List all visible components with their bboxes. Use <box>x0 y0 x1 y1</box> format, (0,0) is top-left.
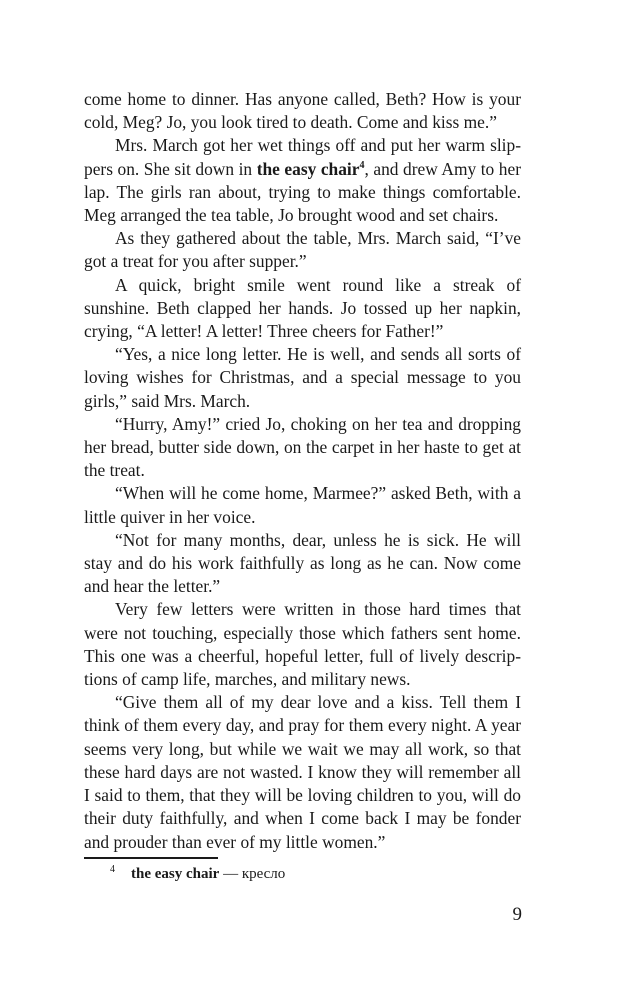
footnote-translation: кресло <box>241 866 286 882</box>
paragraph-5: “Yes, a nice long letter. He is well, and sends all sorts of loving wishes for Christmas, and a special message to you girls,” said Mrs. March. <box>84 344 521 411</box>
paragraph-1: come home to dinner. Has anyone called, Beth? How is your cold, Meg? Jo, you look tired to death. Come and kiss me.” <box>84 89 521 133</box>
page-number: 9 <box>512 904 522 925</box>
paragraph-4: A quick, bright smile went round like a streak of sunshine. Beth clapped her hands. Jo tossed up her napkin, crying, “A letter! A letter! Three cheers for Father!” <box>84 274 521 342</box>
footnote-dash: — <box>223 866 239 882</box>
footnote-number: 4 <box>110 864 115 875</box>
paragraph-2 <box>84 134 521 227</box>
paragraph-3: As they gathered about the table, Mrs. March said, “I’ve got a treat for you after supper.” <box>84 228 521 272</box>
paragraph-8: “Not for many months, dear, unless he is sick. He will stay and do his work faithfully as long as he can. Now come and hear the letter.” <box>84 529 521 597</box>
paragraph-10: “Give them all of my dear love and a kiss. Tell them I think of them every day, and pray for them every night. A year seems very long, but while we wait we may all work, so that these hard days are not wasted. I know they will remember all I said to them, that they will be loving children to you, will do their duty faithfully, and when I come back I may be fonder and prouder than ever of my little women.” <box>84 692 521 852</box>
page-body <box>84 88 521 854</box>
paragraph-7: “When will he come home, Marmee?” asked Beth, with a little quiver in her voice. <box>84 483 521 527</box>
footnote-divider <box>84 857 218 859</box>
paragraph-9: Very few letters were written in those hard times that were not touching, especially those which fathers sent home. This one was a cheerful, hopeful letter, full of lively descriptions of camp life, marches, and military news. <box>84 599 521 690</box>
footnote-reference[interactable]: 4 <box>359 159 365 171</box>
footnote-term: the easy chair <box>131 866 220 882</box>
paragraph-6: “Hurry, Amy!” cried Jo, choking on her tea and dropping her bread, butter side down, on the carpet in her haste to get at the treat. <box>84 413 521 481</box>
paragraph-2-before: Mrs. March got her wet things off and put her warm slippers on. She sit down in <box>84 135 521 179</box>
paragraph-2-after: , and drew Amy to her lap. The girls ran about, trying to make things comfortable. Meg arranged the tea table, Jo brought wood and set chairs. <box>84 158 521 226</box>
footnote <box>110 864 285 884</box>
glossary-term: the easy chair <box>256 158 360 179</box>
